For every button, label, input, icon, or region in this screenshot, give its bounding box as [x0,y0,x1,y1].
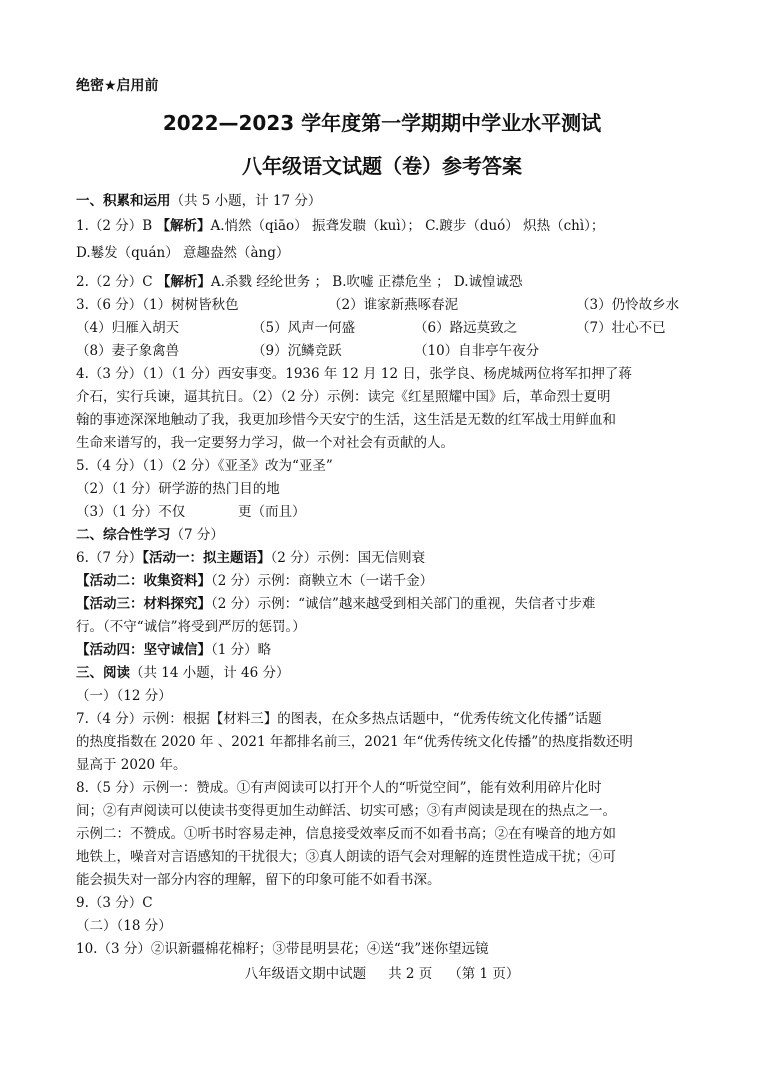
q9-line: 9.（3 分）C [76,895,153,911]
q8-line2: 间；②有声阅读可以使读书变得更加生动鲜活、切实可感；③有声阅读是现在的热点之一。 [76,803,616,819]
confidential-mark: 绝密★启用前 [76,78,159,94]
q2-tag: 【解析】 [156,274,211,290]
q8-line5: 能会损失对一部分内容的理解，留下的印象可能不如看书深。 [76,872,441,888]
q1-text1: A.悄然（qiāo） 振聋发聩（kuì）； C.踱步（duó） 炽热（chì）； [210,218,605,234]
q5-line1: 5.（4 分）（1）（2 分）《亚圣》改为“亚圣” [76,458,333,474]
q3-item10: （10）自非亭午夜分 [414,343,540,359]
page-footer [0,964,764,984]
q6-a2-tag: 【活动二：收集资料】 [76,573,211,589]
q6-a3-text: （2 分）示例：“诚信”越来越受到相关部门的重视，失信者寸步难 [211,596,596,612]
q2-line [76,272,696,292]
q1-line2: D.鬈发（quán） 意趣盎然（àng） [76,245,290,261]
q6-activity4 [76,640,696,660]
q6-activity3-cont: 行。（不守“诚信”将受到严厉的惩罚。） [76,619,306,635]
q6-activity2 [76,571,696,591]
q5-answer-a: （3）（1 分）不仅 [76,504,186,520]
q3-item7: （7）壮心不已 [576,320,666,336]
section2-note: （7 分） [170,527,224,543]
q3-item8: （8）妻子象禽兽 [76,343,180,359]
q6-a2-text: （2 分）示例：商鞅立木（一诺千金） [211,573,434,589]
q5-line3 [76,502,696,522]
section1-heading [76,191,696,211]
q3-item2: （2）谁家新燕啄春泥 [328,297,459,313]
q3-item5: （5）风声一何盛 [252,320,356,336]
q6-a4-text: （1 分）略 [211,642,272,658]
q3-item6: （6）路远莫致之 [414,320,518,336]
q3-item3: （3）仍怜故乡水 [576,297,680,313]
q6-a4-tag: 【活动四：坚守诚信】 [76,642,211,658]
part1-heading: （一）（12 分） [76,688,172,704]
q6-a3-tag: 【活动三：材料探究】 [76,596,211,612]
q8-line4: 地铁上，噪音对言语感知的干扰很大；③真人朗读的语气会对理解的连贯性造成干扰；④可 [76,849,616,865]
q5-line2: （2）（1 分）研学游的热门目的地 [76,481,280,497]
q10-line: 10.（3 分）②识新疆棉花棉籽；③带昆明昙花；④送“我”迷你望远镜 [76,941,489,957]
q1-prefix: 1.（2 分）B [76,218,157,234]
q4-line2: 介石，实行兵谏，逼其抗日。（2）（2 分）示例：读完《红星照耀中国》后，革命烈士夏明 [76,389,611,405]
q2-text: A.杀戮 经纶世务 ； B.吹嘘 正襟危坐 ； D.诚惶诚恐 [210,274,523,290]
q4-line3: 翰的事迹深深地触动了我，我更加珍惜今天安宁的生活，这生活是无数的红军战士用鲜血和 [76,412,616,428]
footer-page-number: （第 1 页） [448,966,520,982]
q8-line1: 8.（5 分）示例一：赞成。①有声阅读可以打开个人的“听觉空间”，能有效利用碎片化时 [76,780,602,796]
q4-line4: 生命来谱写的，我一定要努力学习，做一个对社会有贡献的人。 [76,435,454,451]
section3-heading [76,663,696,683]
section3-note: （共 14 小题，计 46 分） [130,665,290,681]
q3-item1: 3.（6 分）（1）树树皆秋色 [76,297,239,313]
q1-line1 [76,216,696,236]
q6-prefix: 6.（7 分） [76,550,143,566]
q7-line3: 显高于 2020 年。 [76,757,187,773]
q2-prefix: 2.（2 分）C [76,274,157,290]
q3-row3 [76,341,696,361]
section3-title: 三、阅读 [76,665,130,681]
q3-row2 [76,318,696,338]
q6-a1-tag: 【活动一：拟主题语】 [142,550,271,566]
q8-line3: 示例二：不赞成。①听书时容易走神，信息接受效率反而不如看书高；②在有噪音的地方如 [76,826,616,842]
q6-a1-text: （2 分）示例：国无信则衰 [270,550,426,566]
q3-item4: （4）归雁入胡天 [76,320,180,336]
q6-activity3 [76,594,696,614]
q1-tag: 【解析】 [156,218,211,234]
section2-heading [76,525,696,545]
q7-line1: 7.（4 分）示例：根据【材料三】的图表，在众多热点话题中，“优秀传统文化传播”话题 [76,711,602,727]
q3-row1 [76,295,696,315]
section1-title: 一、积累和运用 [76,193,171,209]
q4-line1: 4.（3 分）（1）（1 分）西安事变。1936 年 12 月 12 日，张学良、杨虎城两位将军扣押了蒋 [76,366,632,382]
footer-subject: 八年级语文期中试题 [244,966,367,982]
answer-key-title: 八年级语文试题（卷）参考答案 [242,154,522,178]
exam-title: 2022—2023 学年度第一学期期中学业水平测试 [162,111,602,135]
q7-line2: 的热度指数在 2020 年 、2021 年都排名前三，2021 年“优秀传统文化传播”的热度指数还明 [76,734,633,750]
section1-note: （共 5 小题，计 17 分） [170,193,322,209]
q5-answer-b: 更（而且） [238,504,306,520]
q6-activity1 [76,548,696,568]
section2-title: 二、综合性学习 [76,527,171,543]
part2-heading: （二）（18 分） [76,918,172,934]
footer-total-pages: 共 2 页 [388,966,433,982]
q3-item9: （9）沉鳞竞跃 [252,343,342,359]
